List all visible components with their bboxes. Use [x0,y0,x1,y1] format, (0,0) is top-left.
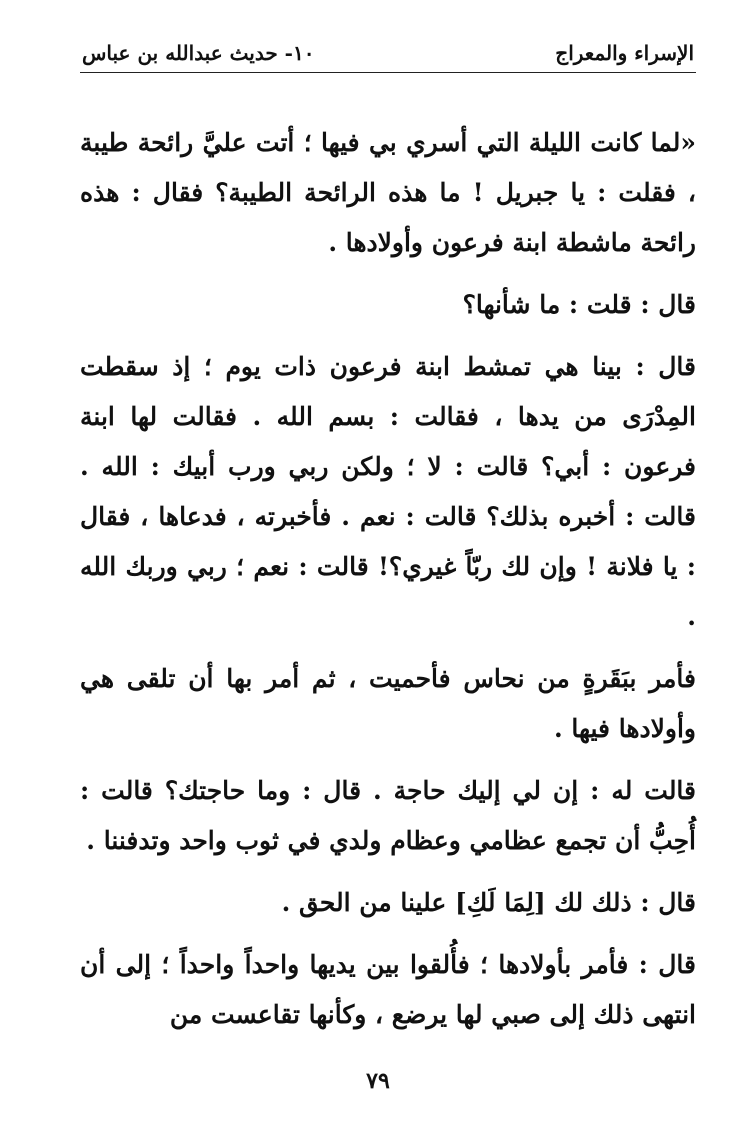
chapter-title: ١٠- حديث عبدالله بن عباس [82,41,315,65]
header-divider [80,72,696,73]
paragraph: «لما كانت الليلة التي أسري بي فيها ؛ أتت عليَّ رائحة طيبة ، فقلت : يا جبريل ! ما هذه الرائحة الطيبة؟ فقال : هذه رائحة ماشطة ابنة فرعون وأولادها . [80,128,696,257]
book-title: الإسراء والمعراج [555,41,694,65]
paragraph: فأمر ببَقَرةٍ من نحاس فأحميت ، ثم أمر بها أن تلقى هي وأولادها فيها . [80,664,696,743]
page-number: ٧٩ [366,1068,390,1094]
paragraph: قال : بينا هي تمشط ابنة فرعون ذات يوم ؛ إذ سقطت المِدْرَى من يدها ، فقالت : بسم الله . فقالت لها ابنة فرعون : أبي؟ قالت : لا ؛ ولكن ربي ورب أبيك : الله . قالت : أخبره بذلك؟ قالت : نعم . فأخبرته ، فدعاها ، فقال : يا فلانة ! وإن لك ربّاً غيري؟! قالت : نعم ؛ ربي وربك الله . [80,352,696,631]
paragraph: قالت له : إن لي إليك حاجة . قال : وما حاجتك؟ قالت : أُحِبُّ أن تجمع عظامي وعظام ولدي في ثوب واحد وتدفننا . [80,776,696,855]
running-header [82,38,694,68]
paragraph: قال : قلت : ما شأنها؟ [462,290,696,319]
paragraph: قال : فأمر بأولادها ؛ فأُلقوا بين يديها واحداً واحداً ؛ إلى أن انتهى ذلك إلى صبي لها يرضع ، وكأنها تقاعست من [80,950,696,1029]
body-text [80,118,696,1052]
paragraph: قال : ذلك لك [لِمَا لَكِ] علينا من الحق . [281,888,696,917]
